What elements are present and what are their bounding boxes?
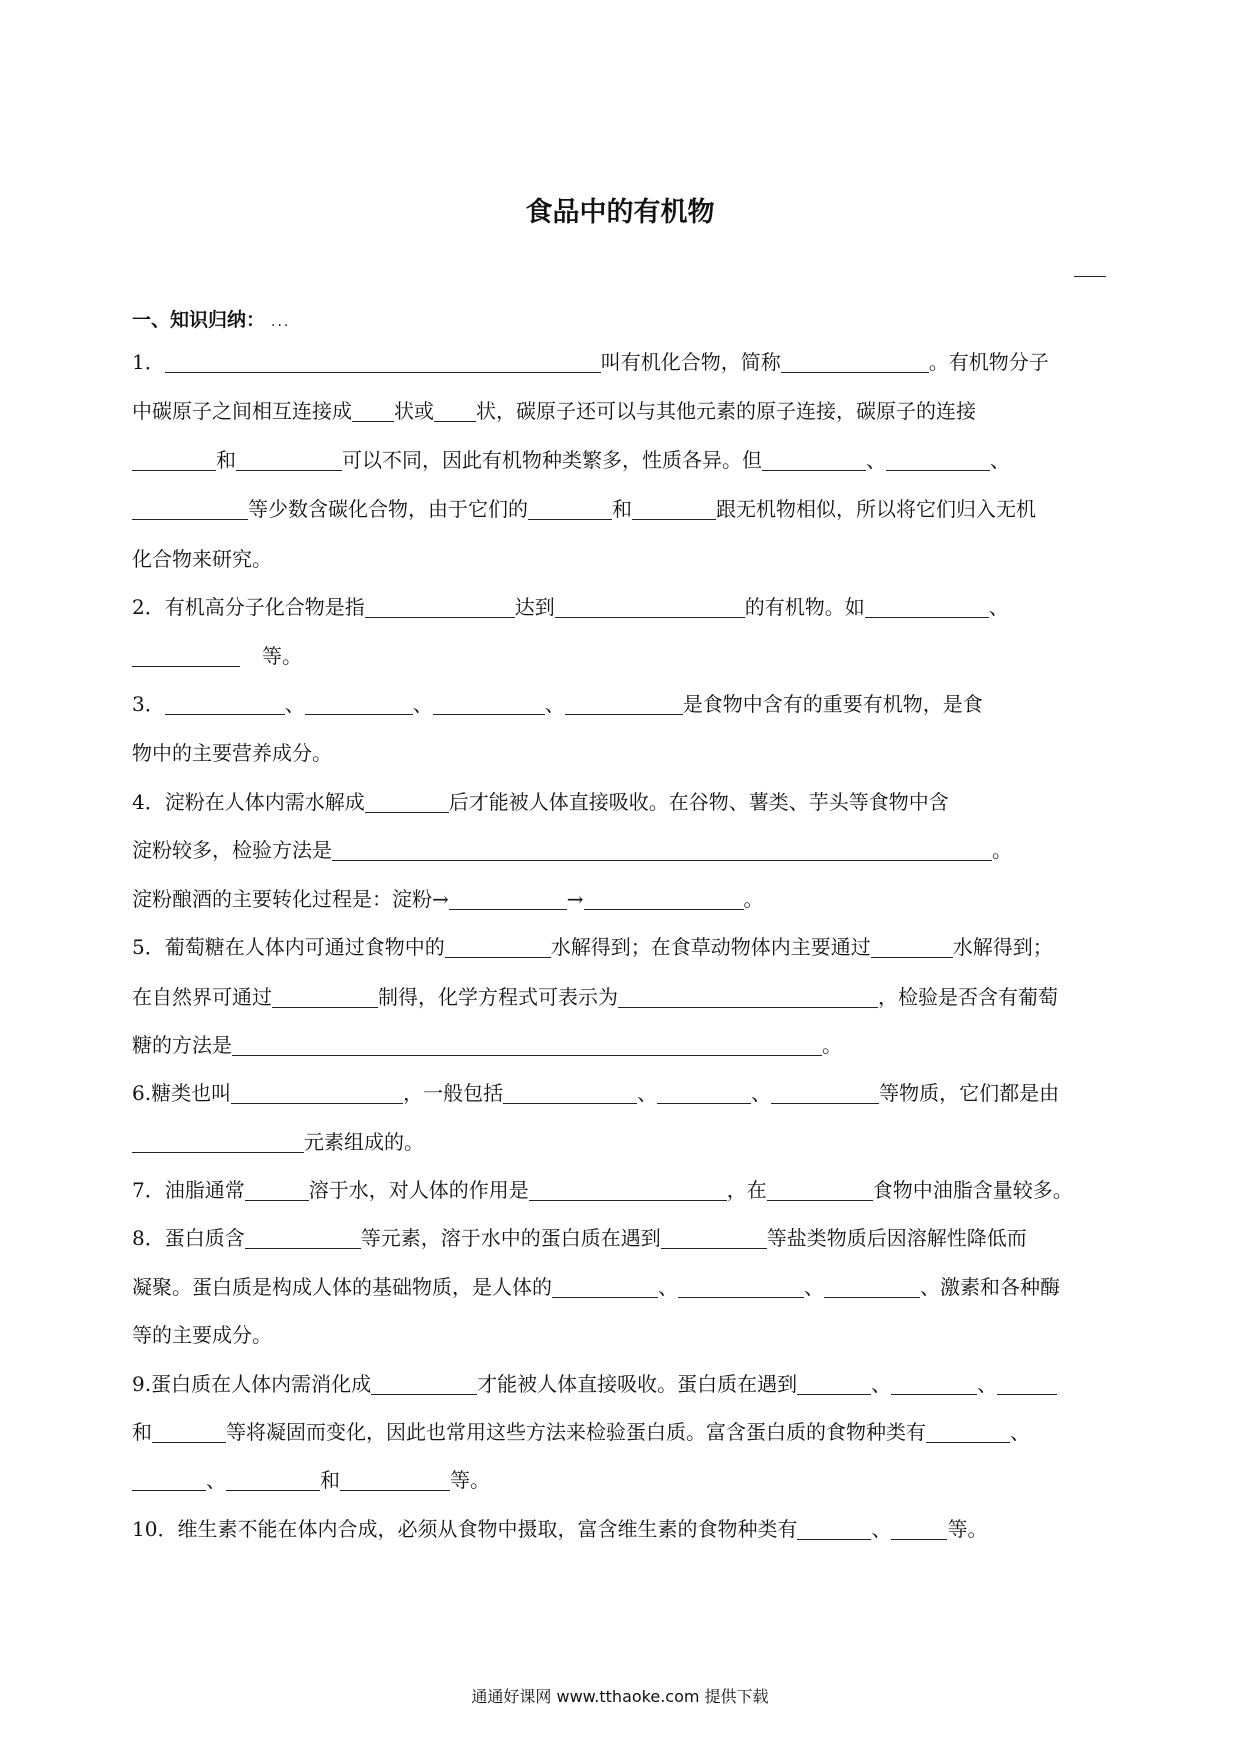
blank[interactable] — [305, 694, 413, 715]
blank[interactable] — [661, 1228, 767, 1249]
blank[interactable] — [771, 1083, 879, 1104]
q4-text: 淀粉较多，检验方法是 — [132, 838, 332, 862]
q4-line-2 — [132, 836, 1012, 864]
blank[interactable] — [132, 1132, 304, 1153]
q3-text: 、 — [412, 692, 433, 716]
q6-line-1 — [132, 1079, 1059, 1107]
q1-line-4 — [132, 495, 1036, 523]
section-heading-text: 一、知识归纳： — [132, 309, 266, 331]
blank[interactable] — [165, 352, 601, 373]
section-dots: ... — [271, 314, 291, 330]
q6-text: 元素组成的。 — [304, 1130, 424, 1154]
q2-text: 的有机物。如 — [744, 595, 865, 619]
q1-text: 。有机物分子 — [928, 350, 1049, 374]
blank[interactable] — [584, 889, 744, 910]
q9-text: 、 — [977, 1372, 998, 1396]
blank[interactable] — [891, 1374, 977, 1395]
blank[interactable] — [891, 1519, 947, 1540]
blank[interactable] — [245, 1180, 309, 1201]
blank[interactable] — [781, 352, 929, 373]
blank[interactable] — [340, 1470, 450, 1491]
q4-text: 淀粉酿酒的主要转化过程是：淀粉 — [132, 887, 432, 911]
arrow-icon: → — [566, 887, 584, 911]
q8-line-1 — [132, 1224, 1027, 1252]
q8-text: 等元素，溶于水中的蛋白质在遇到 — [360, 1226, 661, 1250]
q5-text: 在自然界可通过 — [132, 985, 272, 1009]
q2-line-1 — [132, 593, 1009, 621]
blank[interactable] — [824, 1277, 920, 1298]
blank[interactable] — [132, 499, 248, 520]
blank[interactable] — [926, 1422, 1010, 1443]
q6-text: ，一般包括 — [403, 1081, 504, 1105]
q1-text: 跟无机物相似，所以将它们归入无机 — [716, 497, 1036, 521]
blank[interactable] — [449, 889, 567, 910]
blank[interactable] — [371, 1374, 477, 1395]
q5-line-3 — [132, 1031, 842, 1059]
q1-text: 状，碳原子还可以与其他元素的原子连接，碳原子的连接 — [476, 399, 976, 423]
q3-line-2: 物中的主要营养成分。 — [132, 741, 332, 765]
q9-text: 、 — [1010, 1420, 1030, 1444]
q6-text: 、 — [637, 1081, 658, 1105]
q3-text: 、 — [544, 692, 565, 716]
q9-text: 和 — [320, 1468, 340, 1492]
q5-line-1 — [132, 933, 1053, 961]
q5-text: 水解得到；在食草动物体内主要通过 — [550, 935, 871, 959]
q10-text: 等。 — [947, 1517, 988, 1541]
q3-line-1 — [132, 690, 983, 718]
q5-text: 水解得到； — [952, 935, 1053, 959]
q4-line-3 — [132, 885, 764, 913]
blank[interactable] — [503, 1083, 637, 1104]
blank[interactable] — [528, 499, 612, 520]
q6-text: 、 — [751, 1081, 772, 1105]
q5-text: 5．葡萄糖在人体内可通过食物中的 — [132, 935, 445, 959]
q4-text: 4．淀粉在人体内需水解成 — [132, 790, 365, 814]
arrow-icon: → — [432, 887, 449, 911]
q10-text: 10．维生素不能在体内合成，必须从食物中摄取，富含维生素的食物种类有 — [132, 1517, 798, 1541]
q1-text: 、 — [866, 448, 886, 472]
q5-text: 。 — [822, 1033, 842, 1057]
q5-line-2 — [132, 983, 1058, 1011]
blank[interactable] — [678, 1277, 804, 1298]
q7-text: 7．油脂通常 — [132, 1178, 245, 1202]
q9-text: 9.蛋白质在人体内需消化成 — [132, 1372, 372, 1396]
blank[interactable] — [132, 1470, 206, 1491]
q4-text: 后才能被人体直接吸收。在谷物、薯类、芋头等食物中含 — [448, 790, 949, 814]
blank[interactable] — [997, 1374, 1057, 1395]
q6-line-2 — [132, 1128, 424, 1156]
blank[interactable] — [165, 694, 285, 715]
q8-text: 、 — [804, 1275, 824, 1299]
blank[interactable] — [762, 450, 866, 471]
q4-line-1 — [132, 788, 949, 816]
q2-text: 等。 — [262, 644, 302, 668]
q1-text: 可以不同，因此有机物种类繁多，性质各异。但 — [342, 448, 762, 472]
q3-text: 是食物中含有的重要有机物，是食 — [682, 692, 983, 716]
q2-line-2 — [132, 642, 302, 670]
q5-text: ，检验是否含有葡萄 — [878, 985, 1058, 1009]
blank[interactable] — [565, 694, 683, 715]
q8-line-3: 等的主要成分。 — [132, 1323, 272, 1347]
blank[interactable] — [132, 646, 240, 667]
q9-text: 才能被人体直接吸收。蛋白质在遇到 — [477, 1372, 798, 1396]
q9-text: 、 — [871, 1372, 892, 1396]
q1-line-1 — [132, 348, 1049, 376]
blank[interactable] — [232, 1035, 822, 1056]
q5-text: 制得，化学方程式可表示为 — [378, 985, 618, 1009]
q8-text: 8．蛋白质含 — [132, 1226, 245, 1250]
q7-text: ，在 — [726, 1178, 767, 1202]
q9-text: 等。 — [450, 1468, 490, 1492]
q1-text: 1． — [132, 350, 165, 374]
blank[interactable] — [797, 1519, 871, 1540]
q7-line-1 — [132, 1176, 1073, 1204]
blank[interactable] — [886, 450, 990, 471]
q2-text: 达到 — [514, 595, 555, 619]
blank[interactable] — [231, 1083, 403, 1104]
q8-text: 凝聚。蛋白质是构成人体的基础物质，是人体的 — [132, 1275, 552, 1299]
q1-line-5: 化合物来研究。 — [132, 547, 272, 571]
q9-text: 和 — [132, 1420, 152, 1444]
blank[interactable] — [552, 1277, 658, 1298]
q3-text: 3． — [132, 692, 165, 716]
blank[interactable] — [132, 450, 216, 471]
blank[interactable] — [865, 597, 989, 618]
blank[interactable] — [226, 1470, 320, 1491]
blank[interactable] — [272, 987, 378, 1008]
q1-text: 等少数含碳化合物，由于它们的 — [248, 497, 528, 521]
q1-line-3 — [132, 446, 1010, 474]
blank[interactable] — [365, 792, 449, 813]
blank[interactable] — [433, 694, 545, 715]
q1-text: 和 — [612, 497, 632, 521]
page-title: 食品中的有机物 — [525, 197, 715, 228]
q10-text: 、 — [871, 1517, 892, 1541]
q2-text: 、 — [988, 595, 1009, 619]
blank[interactable] — [152, 1422, 226, 1443]
q4-text: 。 — [992, 838, 1012, 862]
blank[interactable] — [555, 597, 745, 618]
blank[interactable] — [352, 401, 394, 422]
q2-text: 2．有机高分子化合物是指 — [132, 595, 365, 619]
q1-text: 叫有机化合物，简称 — [600, 350, 781, 374]
q8-text: 、 — [658, 1275, 678, 1299]
q4-text: 。 — [743, 887, 764, 911]
blank[interactable] — [618, 987, 878, 1008]
q8-text: 、激素和各种酶 — [920, 1275, 1060, 1299]
blank[interactable] — [434, 401, 476, 422]
q1-text: 状或 — [394, 399, 434, 423]
blank[interactable] — [767, 1180, 873, 1201]
blank[interactable] — [245, 1228, 361, 1249]
q7-text: 溶于水，对人体的作用是 — [308, 1178, 529, 1202]
blank[interactable] — [657, 1083, 751, 1104]
blank[interactable] — [332, 840, 992, 861]
q1-text: 和 — [216, 448, 236, 472]
blank[interactable] — [236, 450, 342, 471]
q9-text: 、 — [206, 1468, 226, 1492]
q1-line-2 — [132, 397, 976, 425]
q10-line-1 — [132, 1515, 987, 1543]
blank[interactable] — [445, 937, 551, 958]
q8-text: 等盐类物质后因溶解性降低而 — [766, 1226, 1027, 1250]
blank[interactable] — [529, 1180, 727, 1201]
q9-line-2 — [132, 1418, 1030, 1446]
q8-line-2 — [132, 1273, 1060, 1301]
q6-text: 6.糖类也叫 — [132, 1081, 232, 1105]
blank[interactable] — [632, 499, 716, 520]
q1-text: 中碳原子之间相互连接成 — [132, 399, 352, 423]
blank[interactable] — [365, 597, 515, 618]
q5-text: 糖的方法是 — [132, 1033, 232, 1057]
corner-rule — [1074, 276, 1106, 277]
q6-text: 等物质，它们都是由 — [879, 1081, 1060, 1105]
q3-text: 、 — [284, 692, 305, 716]
q9-text: 等将凝固而变化，因此也常用这些方法来检验蛋白质。富含蛋白质的食物种类有 — [226, 1420, 926, 1444]
q1-text: 、 — [990, 448, 1010, 472]
q9-line-3 — [132, 1466, 490, 1494]
blank[interactable] — [797, 1374, 871, 1395]
section-heading — [132, 305, 290, 332]
blank[interactable] — [871, 937, 953, 958]
q9-line-1 — [132, 1370, 1057, 1398]
q7-text: 食物中油脂含量较多。 — [872, 1178, 1073, 1202]
footer-credit: 通通好课网 www.tthaoke.com 提供下载 — [471, 1687, 769, 1706]
